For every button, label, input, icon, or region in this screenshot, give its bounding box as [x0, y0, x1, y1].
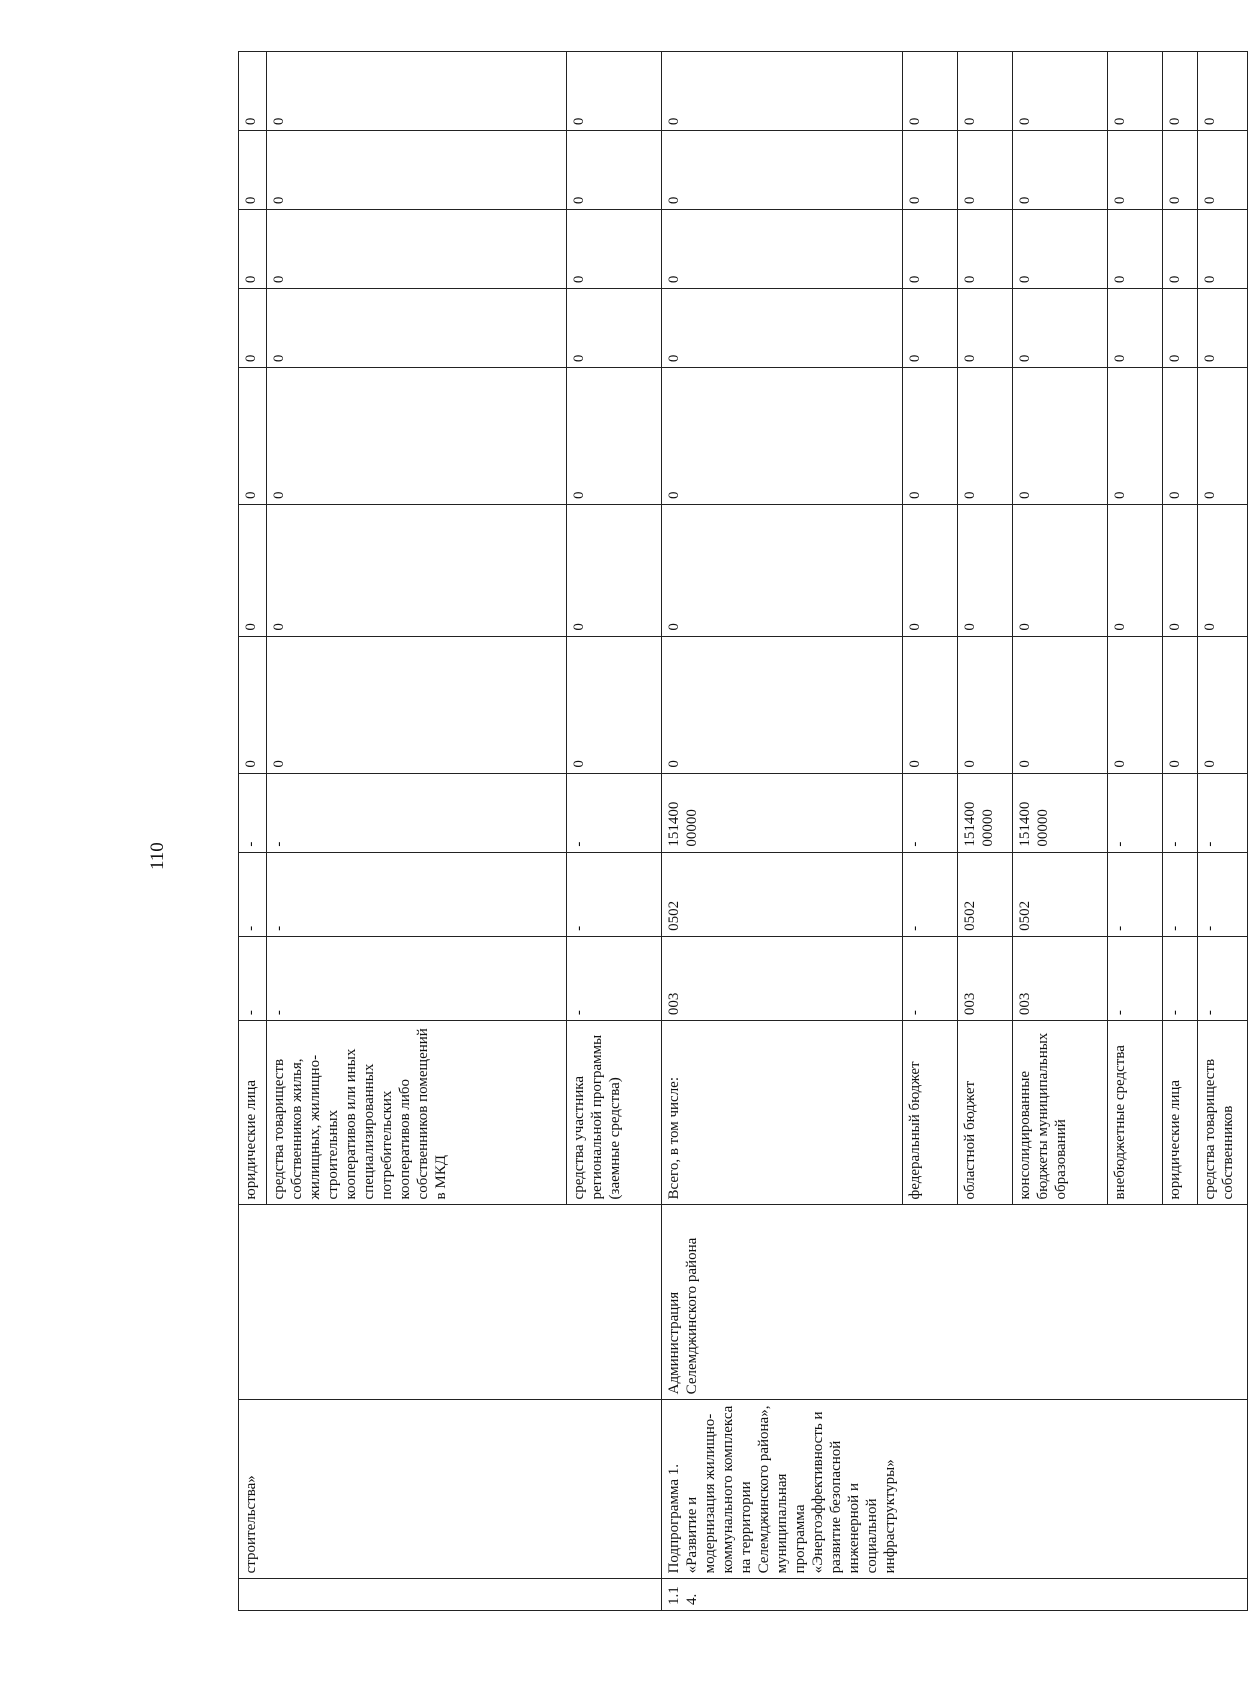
- funding-source-cell: юридические лица: [239, 1021, 267, 1205]
- executor-cell: [239, 1205, 267, 1400]
- amount-cell: 0: [1107, 52, 1162, 131]
- funding-source-cell: областной бюджет: [957, 1021, 1012, 1205]
- amount-cell: 0: [1197, 368, 1247, 505]
- grbs-code-cell: -: [267, 936, 567, 1020]
- amount-cell: 0: [902, 210, 957, 289]
- amount-cell: 0: [239, 636, 267, 773]
- row-number-cell: [957, 1579, 1012, 1611]
- section-code-cell: -: [1107, 852, 1162, 936]
- amount-cell: 0: [957, 131, 1012, 210]
- executor-cell: [567, 1205, 662, 1400]
- amount-cell: 0: [1012, 636, 1107, 773]
- amount-cell: 0: [662, 210, 903, 289]
- amount-cell: 0: [957, 636, 1012, 773]
- executor-cell: [1012, 1205, 1107, 1400]
- executor-cell: [1162, 1205, 1197, 1400]
- amount-cell: 0: [662, 636, 903, 773]
- amount-cell: 0: [1012, 52, 1107, 131]
- budget-table: [238, 51, 1248, 1611]
- amount-cell: 0: [239, 368, 267, 505]
- amount-cell: 0: [567, 636, 662, 773]
- target-article-cell: -: [1162, 773, 1197, 852]
- table-row: [267, 52, 567, 1611]
- amount-cell: 0: [267, 210, 567, 289]
- executor-cell: Администрация Селемджинского района: [662, 1205, 903, 1400]
- program-name-cell: [1162, 1400, 1197, 1579]
- amount-cell: 0: [1162, 52, 1197, 131]
- executor-cell: [1197, 1205, 1247, 1400]
- table-row: [1162, 52, 1197, 1611]
- grbs-code-cell: -: [1107, 936, 1162, 1020]
- target-article-cell: -: [567, 773, 662, 852]
- amount-cell: 0: [662, 368, 903, 505]
- grbs-code-cell: 003: [957, 936, 1012, 1020]
- amount-cell: 0: [567, 131, 662, 210]
- amount-cell: 0: [239, 210, 267, 289]
- target-article-cell: -: [1197, 773, 1247, 852]
- funding-source-cell: федеральный бюджет: [902, 1021, 957, 1205]
- amount-cell: 0: [239, 52, 267, 131]
- amount-cell: 0: [957, 289, 1012, 368]
- amount-cell: 0: [902, 289, 957, 368]
- table-row: [662, 52, 903, 1611]
- amount-cell: 0: [267, 505, 567, 637]
- amount-cell: 0: [902, 368, 957, 505]
- program-name-cell: [1107, 1400, 1162, 1579]
- funding-source-cell: средства товариществ собственников жилья, жилищных, жилищно-строительных кооперативов или иных специализированных потребительских кооперативов либо собственников помещений в МКД: [267, 1021, 567, 1205]
- amount-cell: 0: [1197, 289, 1247, 368]
- amount-cell: 0: [1162, 368, 1197, 505]
- target-article-cell: -: [267, 773, 567, 852]
- amount-cell: 0: [1162, 289, 1197, 368]
- amount-cell: 0: [567, 52, 662, 131]
- amount-cell: 0: [267, 52, 567, 131]
- program-name-cell: [902, 1400, 957, 1579]
- section-code-cell: -: [567, 852, 662, 936]
- table-row: [1197, 52, 1247, 1611]
- amount-cell: 0: [957, 505, 1012, 637]
- amount-cell: 0: [1197, 52, 1247, 131]
- amount-cell: 0: [239, 131, 267, 210]
- funding-source-cell: юридические лица: [1162, 1021, 1197, 1205]
- amount-cell: 0: [1162, 636, 1197, 773]
- target-article-cell: 151400 00000: [1012, 773, 1107, 852]
- table-row: [902, 52, 957, 1611]
- funding-source-cell: внебюджетные средства: [1107, 1021, 1162, 1205]
- section-code-cell: -: [1162, 852, 1197, 936]
- amount-cell: 0: [239, 505, 267, 637]
- grbs-code-cell: -: [567, 936, 662, 1020]
- amount-cell: 0: [1107, 289, 1162, 368]
- funding-source-cell: Всего, в том числе:: [662, 1021, 903, 1205]
- program-name-cell: строительства»: [239, 1400, 267, 1579]
- amount-cell: 0: [1197, 131, 1247, 210]
- funding-source-cell: консолидированные бюджеты муниципальных образований: [1012, 1021, 1107, 1205]
- row-number-cell: [1107, 1579, 1162, 1611]
- grbs-code-cell: -: [239, 936, 267, 1020]
- executor-cell: [957, 1205, 1012, 1400]
- grbs-code-cell: -: [1162, 936, 1197, 1020]
- grbs-code-cell: -: [1197, 936, 1247, 1020]
- executor-cell: [267, 1205, 567, 1400]
- amount-cell: 0: [1162, 210, 1197, 289]
- amount-cell: 0: [1012, 368, 1107, 505]
- grbs-code-cell: -: [902, 936, 957, 1020]
- target-article-cell: 151400 00000: [957, 773, 1012, 852]
- page-number: 110: [147, 842, 168, 870]
- amount-cell: 0: [1107, 505, 1162, 637]
- section-code-cell: 0502: [1012, 852, 1107, 936]
- amount-cell: 0: [1012, 131, 1107, 210]
- section-code-cell: -: [239, 852, 267, 936]
- amount-cell: 0: [902, 505, 957, 637]
- target-article-cell: -: [239, 773, 267, 852]
- table-row: [239, 52, 267, 1611]
- row-number-cell: [239, 1579, 267, 1611]
- executor-cell: [1107, 1205, 1162, 1400]
- section-code-cell: -: [902, 852, 957, 936]
- amount-cell: 0: [1012, 210, 1107, 289]
- program-name-cell: [1012, 1400, 1107, 1579]
- budget-table-rotated: [238, 51, 1236, 1611]
- amount-cell: 0: [267, 368, 567, 505]
- amount-cell: 0: [1012, 505, 1107, 637]
- target-article-cell: 151400 00000: [662, 773, 903, 852]
- program-name-cell: [267, 1400, 567, 1579]
- amount-cell: 0: [1107, 368, 1162, 505]
- amount-cell: 0: [567, 289, 662, 368]
- amount-cell: 0: [1107, 210, 1162, 289]
- table-row: [1107, 52, 1162, 1611]
- amount-cell: 0: [662, 131, 903, 210]
- program-name-cell: [957, 1400, 1012, 1579]
- amount-cell: 0: [1197, 505, 1247, 637]
- funding-source-cell: средства товариществ собственников: [1197, 1021, 1247, 1205]
- table-row: [567, 52, 662, 1611]
- table-row: [1012, 52, 1107, 1611]
- table-row: [957, 52, 1012, 1611]
- section-code-cell: 0502: [662, 852, 903, 936]
- amount-cell: 0: [957, 52, 1012, 131]
- amount-cell: 0: [567, 210, 662, 289]
- amount-cell: 0: [662, 289, 903, 368]
- amount-cell: 0: [902, 52, 957, 131]
- amount-cell: 0: [567, 368, 662, 505]
- row-number-cell: 1.14.: [662, 1579, 903, 1611]
- amount-cell: 0: [957, 368, 1012, 505]
- amount-cell: 0: [567, 505, 662, 637]
- section-code-cell: 0502: [957, 852, 1012, 936]
- amount-cell: 0: [1162, 131, 1197, 210]
- amount-cell: 0: [1162, 505, 1197, 637]
- target-article-cell: -: [1107, 773, 1162, 852]
- program-name-cell: [567, 1400, 662, 1579]
- executor-cell: [902, 1205, 957, 1400]
- amount-cell: 0: [267, 636, 567, 773]
- amount-cell: 0: [239, 289, 267, 368]
- amount-cell: 0: [957, 210, 1012, 289]
- section-code-cell: -: [267, 852, 567, 936]
- row-number-cell: [567, 1579, 662, 1611]
- row-number-cell: [1012, 1579, 1107, 1611]
- amount-cell: 0: [662, 52, 903, 131]
- program-name-cell: [1197, 1400, 1247, 1579]
- funding-source-cell: средства участника региональной программы (заемные средства): [567, 1021, 662, 1205]
- amount-cell: 0: [1107, 131, 1162, 210]
- amount-cell: 0: [902, 636, 957, 773]
- row-number-cell: [267, 1579, 567, 1611]
- row-number-cell: [1162, 1579, 1197, 1611]
- grbs-code-cell: 003: [662, 936, 903, 1020]
- amount-cell: 0: [662, 505, 903, 637]
- amount-cell: 0: [902, 131, 957, 210]
- amount-cell: 0: [267, 289, 567, 368]
- section-code-cell: -: [1197, 852, 1247, 936]
- amount-cell: 0: [267, 131, 567, 210]
- amount-cell: 0: [1197, 636, 1247, 773]
- target-article-cell: -: [902, 773, 957, 852]
- grbs-code-cell: 003: [1012, 936, 1107, 1020]
- amount-cell: 0: [1107, 636, 1162, 773]
- row-number-cell: [1197, 1579, 1247, 1611]
- amount-cell: 0: [1197, 210, 1247, 289]
- amount-cell: 0: [1012, 289, 1107, 368]
- row-number-cell: [902, 1579, 957, 1611]
- program-name-cell: Подпрограмма 1. «Развитие и модернизация жилищно-коммунального комплекса на территории Селемджинского района», муниципальная программа «Энергоэффективность и развитие безопасной инженерной и социальной инфраструктуры»: [662, 1400, 903, 1579]
